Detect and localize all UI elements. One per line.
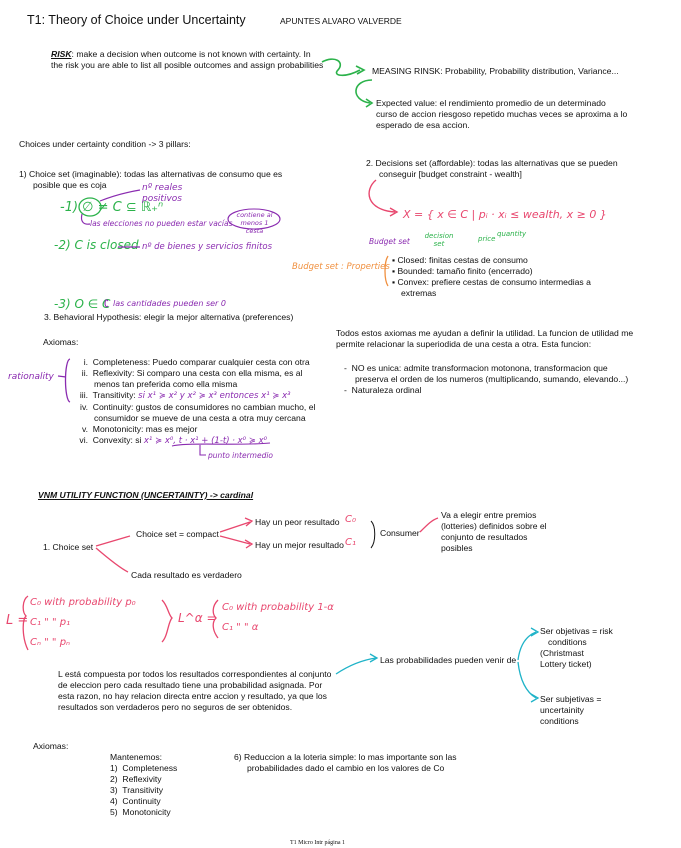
hw-rationality: rationality xyxy=(8,372,54,382)
axiom-item-cont: consumidor se mueve de una cesta a otra muy cercana xyxy=(94,413,306,423)
list-item: - NO es unica: admite transformacion motonona, transformacion que xyxy=(344,363,608,373)
list-item: 3) Transitivity xyxy=(110,785,164,795)
vnm-verdadero: Cada resultado es verdadero xyxy=(131,570,242,580)
expected-line3: esperado de esa accion. xyxy=(376,120,470,130)
axiom-item-cont: menos tan preferida como ella misma xyxy=(94,379,238,389)
hw-punto-intermedio: punto intermedio xyxy=(208,451,274,460)
decisions-line2: conseguir [budget constraint - wealth] xyxy=(379,169,522,179)
arrow-head xyxy=(356,66,364,74)
brace-consumer xyxy=(371,521,375,548)
hw-lottery-rows xyxy=(30,593,136,653)
lottery-row: C₀ with probability p₀ xyxy=(30,597,136,608)
vnm-premios: Va a elegir entre premios (lotteries) definidos sobre el conjunto de resultados posibles xyxy=(441,510,547,553)
arrow-decisions xyxy=(369,180,395,212)
arrow-compact xyxy=(96,536,130,546)
list-item: extremas xyxy=(401,288,437,298)
hw-zero: -3) O ∈ C xyxy=(54,297,111,311)
expected-value xyxy=(376,98,666,131)
arrow-subjetivas xyxy=(518,662,536,698)
prob-objetivas: Ser objetivas = risk conditions (Christmast Lottery ticket) xyxy=(540,626,613,669)
hw-lottery-L: L = xyxy=(6,613,29,628)
arrow-objetivas xyxy=(518,632,536,660)
axiom-item: v. Monotonicity: mas es mejor xyxy=(81,424,198,434)
axioms-list xyxy=(72,357,322,447)
brace-L-close xyxy=(162,600,172,642)
axiom-item: ii. Reflexivity: Si comparo una cesta con ella misma, es al xyxy=(81,368,303,378)
hw-reales: nº reales positivos xyxy=(142,183,183,204)
expected-line1: Expected value: el rendimiento promedio de un determinado xyxy=(376,98,606,108)
arrow-mejor xyxy=(220,536,250,544)
utility-bullets xyxy=(344,363,674,396)
arrow-consumer xyxy=(420,518,438,532)
lottery-row: C₀ with probability 1-α xyxy=(222,602,334,613)
hw-c0: C₀ xyxy=(345,514,356,525)
axioms-heading: Axiomas: xyxy=(43,337,79,347)
hw-budget-set: Budget set xyxy=(369,237,410,246)
arrow-rationality xyxy=(58,376,66,377)
hw-convexity: x¹ ≽ x⁰, t · x¹ + (1-t) · x⁰ ≽ x⁰ xyxy=(143,436,268,446)
hw-decision-set: decision set xyxy=(424,232,454,248)
choice-set-line2: posible que es coja xyxy=(33,180,107,190)
hw-quantity: quantity xyxy=(497,230,527,238)
pillars-heading: Choices under certainty condition -> 3 pillars: xyxy=(19,139,191,149)
expected-line2: curso de accion riesgoso repetido muchas veces se aproxima a lo xyxy=(376,109,628,119)
risk-label: RISK xyxy=(51,49,72,59)
vnm-peor: Hay un peor resultado xyxy=(255,517,340,527)
hw-budget-formula: X = { x ∈ C | pᵢ · xᵢ ≤ wealth, x ≥ 0 } xyxy=(403,208,607,221)
arrow-head xyxy=(245,518,252,526)
list-item: ▪ Bounded: tamaño finito (encerrado) xyxy=(392,266,533,276)
final-axioms: Axiomas: xyxy=(33,741,69,751)
hw-cero: las cantidades pueden ser 0 xyxy=(113,299,226,308)
list-item: 4) Continuity xyxy=(110,796,161,806)
vnm-choice-set: 1. Choice set xyxy=(43,542,94,552)
arrow-head xyxy=(370,654,377,662)
page-title: T1: Theory of Choice under Uncertainty xyxy=(27,13,246,27)
utility-text: Todos estos axiomas me ayudan a definir la utilidad. La funcion de utilidad me permite relacionar la superiodida de una cesta a otra. Esta funcion: xyxy=(336,328,634,349)
list-item: - Naturaleza ordinal xyxy=(344,385,422,395)
props-list xyxy=(392,255,591,299)
reduccion: 6) Reduccion a la loteria simple: lo mas importante son las probabilidades dado el cambio en los valores de Co xyxy=(234,752,457,773)
vnm-mejor: Hay un mejor resultado xyxy=(255,540,344,550)
axiom-item: iv. Continuity: gustos de consumidores no cambian mucho, el xyxy=(80,402,316,412)
hw-no-vacias: las elecciones no pueden estar vacías xyxy=(90,219,233,228)
risk-text-line1: : make a decision when outcome is not known with certainty. In xyxy=(71,49,311,59)
axiom-item: vi. Convexity: si x¹ ≽ x⁰, t · x¹ + (1-t) · x⁰ ≽ x⁰ xyxy=(79,435,268,446)
hw-budget-props: Budget set : Properties xyxy=(292,262,390,272)
bracket-rationality xyxy=(66,359,71,402)
decisions-line1: 2. Decisions set (affordable): todas las alternativas que se pueden xyxy=(366,158,618,168)
hw-finitos: nº de bienes y servicios finitos xyxy=(142,242,272,252)
hw-contiene: contiene al menos 1 cesta xyxy=(236,211,273,235)
lottery-row: C₁ " " p₁ xyxy=(30,617,71,628)
l-description: L está compuesta por todos los resultados correspondientes al conjunto de eleccion pero cada resultado tiene una probabilidad asignada. Por esta razon, no hay relacion directa entre accion y resultado, ya que los resultados son verdaderos pero no seguros de ser obtenidos. xyxy=(58,669,332,712)
prob-subjetivas: Ser subjetivas = uncertainity conditions xyxy=(540,694,602,726)
hw-transitivity: si x¹ ≽ x² y x² ≽ x³ entonces x¹ ≽ x³ xyxy=(138,391,291,401)
arrow-vacias xyxy=(81,214,90,224)
list-item: 5) Monotonicity xyxy=(110,807,171,817)
mantenemos: Mantenemos: xyxy=(110,752,163,762)
list-item: ▪ Closed: finitas cestas de consumo xyxy=(392,255,528,265)
lottery-row: C₁ " " α xyxy=(222,622,259,633)
page-footer: T1 Micro Intr página 1 xyxy=(290,840,345,846)
list-item-cont: preserva el orden de los numeros (multiplicando, sumando, elevando...) xyxy=(355,374,629,384)
arrow-peor xyxy=(220,522,250,532)
list-item: 2) Reflexivity xyxy=(110,774,162,784)
axiom-item: i. Completeness: Puedo comparar cualquier cesta con otra xyxy=(83,357,310,367)
vnm-consumer: Consumer xyxy=(380,528,420,538)
vnm-compact: Choice set = compact xyxy=(136,529,219,539)
hw-price: price xyxy=(478,235,496,243)
arrow-head xyxy=(531,694,538,702)
risk-text-line2: the risk you are able to list all posible outcomes and assign probabilities xyxy=(51,60,324,70)
behavioral-heading: 3. Behavioral Hypothesis: elegir la mejor alternativa (preferences) xyxy=(44,312,294,322)
risk-definition xyxy=(51,49,351,71)
choice-set-line1: 1) Choice set (imaginable): todas las alternativas de consumo que es xyxy=(19,169,283,179)
arrow-head xyxy=(531,628,538,636)
list-item: ▪ Convex: prefiere cestas de consumo intermedias a xyxy=(392,277,591,287)
hw-lottery-alpha-rows xyxy=(222,598,334,638)
lottery-row: Cₙ " " pₙ xyxy=(30,637,71,648)
author-name: APUNTES ALVARO VALVERDE xyxy=(280,16,402,26)
arrow-head xyxy=(366,99,372,107)
measing-risk: MEASING RINSK: Probability, Probability distribution, Variance... xyxy=(372,66,619,76)
hw-empty-set: -1) ∅ ≠ C ⊆ ℝ₊ⁿ xyxy=(60,200,164,215)
arrow-head xyxy=(245,540,252,548)
arrow-verdadero xyxy=(96,548,128,572)
axiom-item: iii. Transitivity: si x¹ ≽ x² y x² ≽ x³ entonces x¹ ≽ x³ xyxy=(79,390,291,401)
hw-c1: C₁ xyxy=(345,537,356,548)
arrow-head xyxy=(390,208,397,216)
prob-venir: Las probabilidades pueden venir de xyxy=(380,655,517,665)
mantenemos-list xyxy=(110,763,177,818)
vnm-heading: VNM UTILITY FUNCTION (UNCERTAINTY) -> cardinal xyxy=(38,490,254,500)
hw-lottery-Lalpha: L^α = xyxy=(178,611,217,625)
hw-closed: -2) C is closed xyxy=(54,238,139,252)
arrow-measing-expected xyxy=(356,80,372,103)
list-item: 1) Completeness xyxy=(110,763,178,773)
